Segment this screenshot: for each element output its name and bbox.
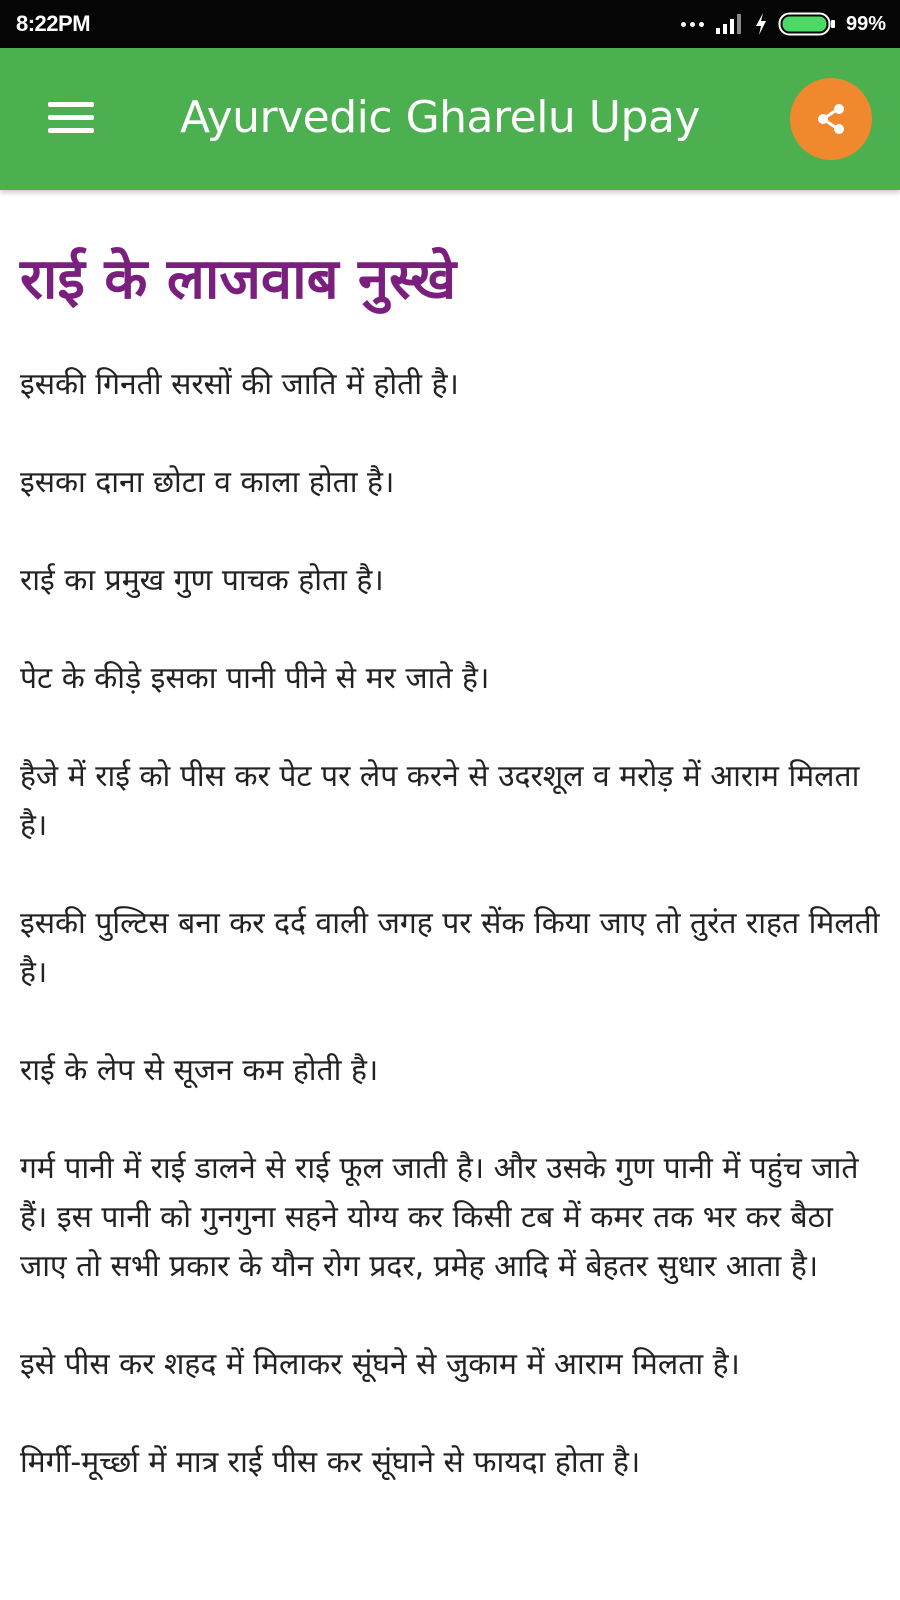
article-paragraph: मिर्गी-मूर्च्छा में मात्र राई पीस कर सूंघाने से फायदा होता है। [20,1445,641,1480]
menu-icon-line [48,115,94,120]
more-dots-icon [681,22,704,27]
menu-button[interactable] [44,98,96,138]
share-icon [813,101,849,137]
article-paragraph: इसकी गिनती सरसों की जाति में होती है। [20,367,459,402]
article-paragraph: पेट के कीड़े इसका पानी पीने से मर जाते है। [20,661,490,696]
article-title: राई के लाजवाब नुस्खे [20,247,457,312]
status-time: 8:22PM [16,11,91,36]
article-paragraph: गर्म पानी में राई डालने से राई फूल जाती है। और उसके गुण पानी में पहुंच जाते हैं। इस पानी को गुनगुना सहने योग्य कर किसी टब में कमर तक भर कर बैठा जाए तो सभी प्रकार के यौन रोग प्रदर, प्रमेह आदि में बेहतर सुधार आता है। [20,1151,859,1284]
article-paragraphs [20,360,880,1487]
charging-icon [754,12,768,36]
article-paragraph: इसे पीस कर शहद में मिलाकर सूंघने से जुकाम में आराम मिलता है। [20,1347,740,1382]
article-paragraph: इसका दाना छोटा व काला होता है। [20,465,395,500]
signal-icon [714,12,744,36]
article-content [20,240,880,1536]
app-title: Ayurvedic Gharelu Upay [180,92,700,143]
article-paragraph: राई का प्रमुख गुण पाचक होता है। [20,563,384,598]
battery-percent: 99% [845,12,886,35]
menu-icon-line [48,128,94,133]
battery-icon [778,11,836,37]
status-bar [0,0,900,48]
status-icons [681,11,886,37]
app-bar [0,48,900,190]
share-button[interactable] [790,78,872,160]
article-paragraph: इसकी पुल्टिस बना कर दर्द वाली जगह पर सेंक किया जाए तो तुरंत राहत मिलती है। [20,906,880,990]
menu-icon [48,102,94,107]
article-paragraph: हैजे में राई को पीस कर पेट पर लेप करने से उदरशूल व मरोड़ में आराम मिलता है। [20,759,860,843]
article-paragraph: राई के लेप से सूजन कम होती है। [20,1053,379,1088]
